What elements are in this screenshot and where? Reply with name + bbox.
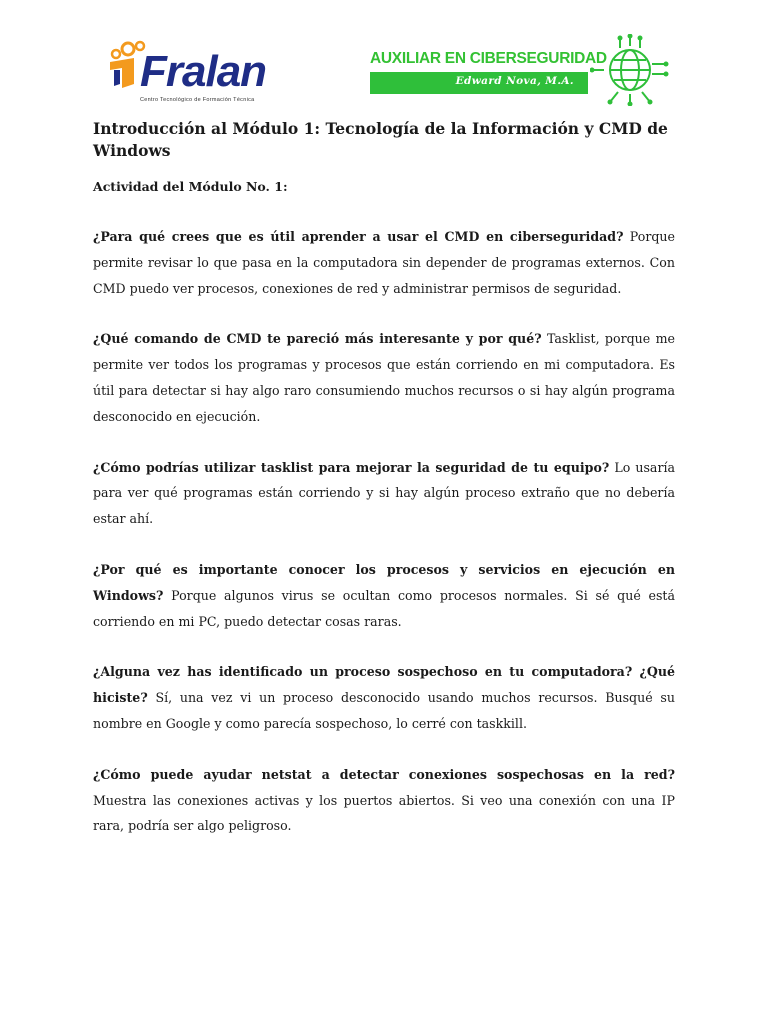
- question-text: ¿Cómo podrías utilizar tasklist para mejorar la seguridad de tu equipo?: [93, 459, 610, 475]
- qa-paragraph: [93, 557, 675, 634]
- qa-paragraph: [93, 326, 675, 429]
- answer-text: Porque algunos virus se ocultan como procesos normales. Si sé qué está corriendo en mi PC, puedo detectar cosas raras.: [93, 587, 675, 629]
- qa-paragraph: [93, 224, 675, 301]
- author-bar: [370, 72, 588, 94]
- document-body: [93, 118, 675, 839]
- answer-text: Porque permite revisar lo que pasa en la computadora sin depender de programas externos. Con CMD puedo ver procesos, conexiones de red y administrar permisos de seguridad.: [93, 229, 675, 296]
- answer-text: Lo usaría para ver qué programas están corriendo y si hay algún proceso extraño que no debería estar ahí.: [93, 459, 675, 527]
- qa-paragraph: [93, 762, 675, 839]
- question-text: ¿Alguna vez has identificado un proceso sospechoso en tu computadora? ¿Qué hiciste?: [93, 664, 675, 706]
- page-header: [0, 0, 768, 110]
- answer-text: Muestra las conexiones activas y los puertos abiertos. Si veo una conexión con una IP rara, podría ser algo peligroso.: [93, 792, 675, 834]
- fralan-tagline: Centro Tecnológico de Formación Técnica: [140, 97, 255, 103]
- course-banner: [370, 46, 607, 98]
- circuit-globe-icon: [590, 34, 670, 106]
- fralan-wordmark: Fralan: [140, 47, 267, 96]
- question-text: ¿Para qué crees que es útil aprender a usar el CMD en ciberseguridad?: [93, 229, 624, 244]
- fralan-logo: [100, 36, 300, 106]
- question-text: ¿Cómo puede ayudar netstat a detectar conexiones sospechosas en la red?: [93, 766, 675, 782]
- activity-subtitle: Actividad del Módulo No. 1:: [93, 179, 288, 194]
- question-text: ¿Por qué es importante conocer los procesos y servicios en ejecución en Windows?: [93, 561, 675, 603]
- answer-text: Tasklist, porque me permite ver todos los programas y procesos que están corriendo en mi computadora. Es útil para detectar si hay algo raro consumiendo muchos recursos o si hay algún programa desconocido en ejecución.: [93, 331, 675, 424]
- qa-paragraph: [93, 659, 675, 736]
- answer-text: Sí, una vez vi un proceso desconocido usando muchos recursos. Busqué su nombre en Google y como parecía sospechoso, lo cerré con taskkill.: [93, 690, 675, 731]
- course-title: AUXILIAR EN CIBERSEGURIDAD: [370, 50, 607, 67]
- qa-paragraph: [93, 455, 675, 532]
- author-name: Edward Nova, M.A.: [455, 75, 574, 87]
- question-text: ¿Qué comando de CMD te pareció más interesante y por qué?: [93, 331, 542, 347]
- document-title: Introducción al Módulo 1: Tecnología de la Información y CMD de Windows: [93, 119, 668, 160]
